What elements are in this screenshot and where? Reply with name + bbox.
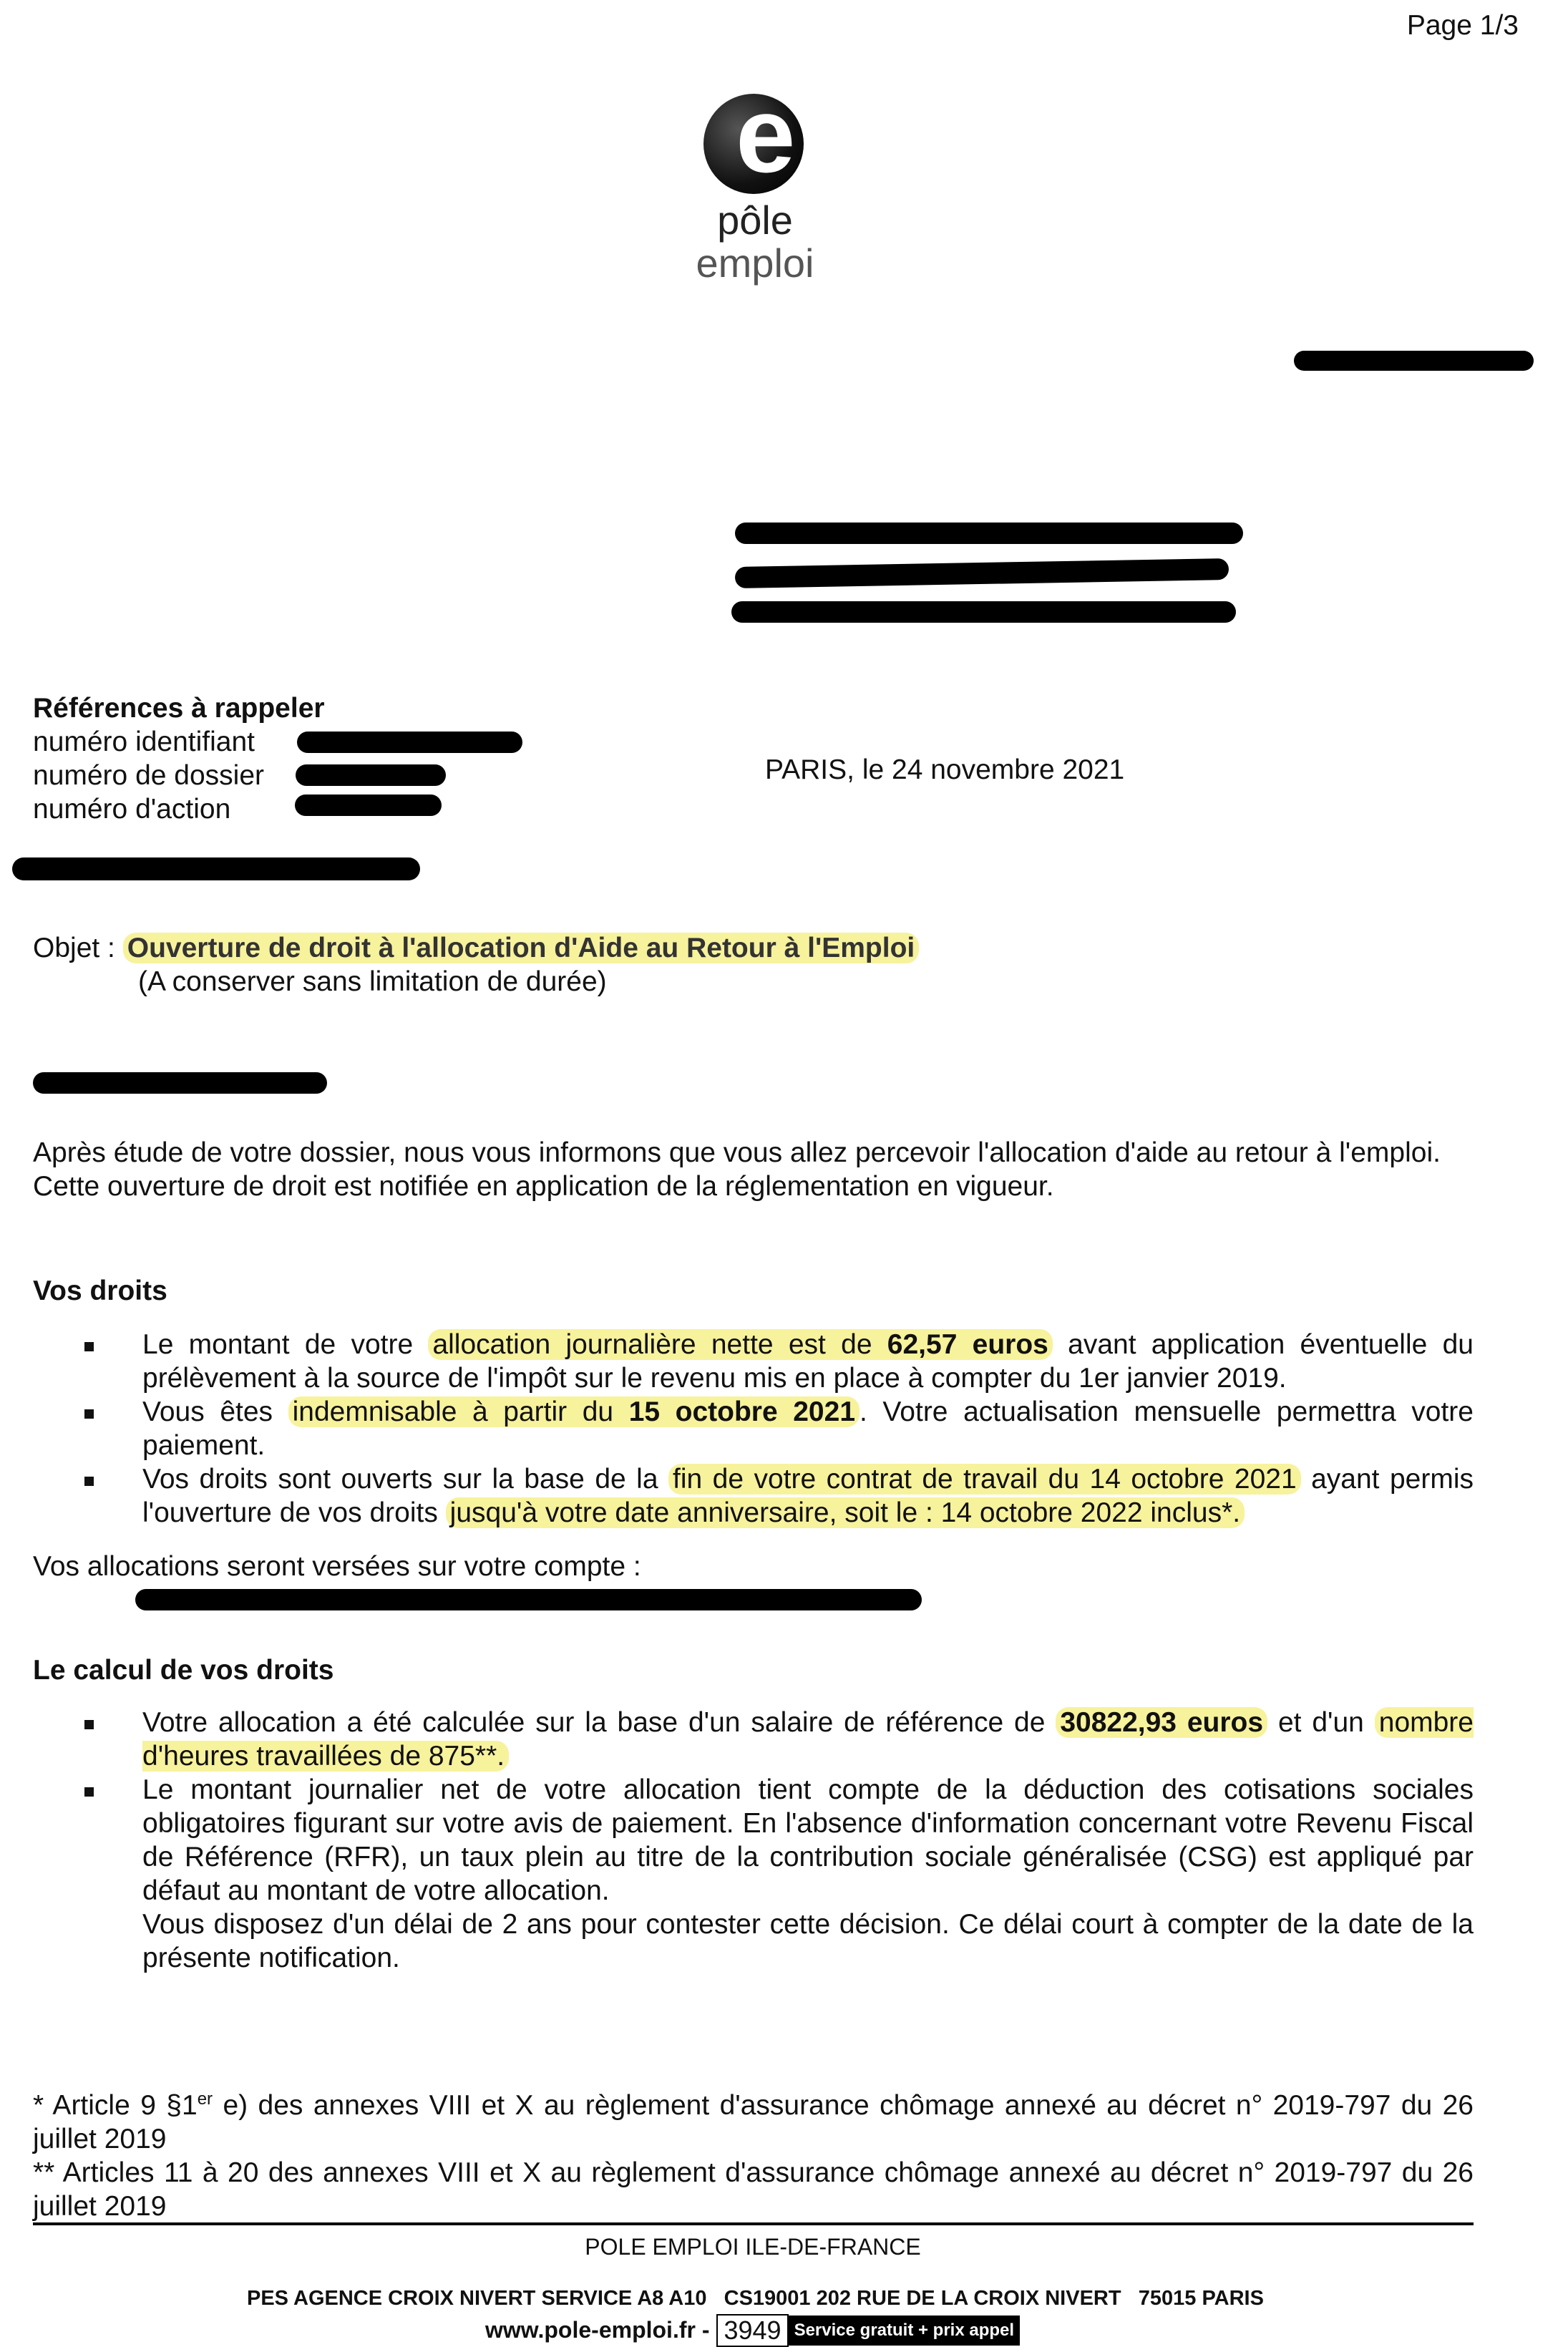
footer-rule	[33, 2222, 1474, 2225]
objet-label: Objet :	[33, 933, 115, 963]
redacted-line	[12, 857, 420, 880]
list-item: Vos droits sont ouverts sur la base de la fin de votre contrat de travail du 14 octobre 2021 ayant permis l'ouverture de vos droits jusqu'à votre date anniversaire, soit le : 14 octobre 2022 inclus*.	[33, 1462, 1474, 1530]
objet-subtitle: (A conserver sans limitation de durée)	[138, 966, 607, 997]
versement-text: Vos allocations seront versées sur votre compte :	[33, 1551, 641, 1582]
vos-droits-list	[33, 1328, 1474, 1530]
intro-line: Cette ouverture de droit est notifiée en application de la réglementation en vigueur.	[33, 1171, 1054, 1202]
references-block	[33, 691, 325, 826]
list-item: Votre allocation a été calculée sur la base d'un salaire de référence de 30822,93 euros et d'un nombre d'heures travaillées de 875**.	[33, 1706, 1474, 1773]
footnote-2: ** Articles 11 à 20 des annexes VIII et X au règlement d'assurance chômage annexé au décret n° 2019-797 du 26 juillet 2019	[33, 2157, 1474, 2222]
redacted-salutation	[33, 1072, 327, 1094]
redacted-recipient	[1294, 351, 1534, 371]
footer-address: PES AGENCE CROIX NIVERT SERVICE A8 A10 CS19001 202 RUE DE LA CROIX NIVERT 75015 PARIS	[247, 2287, 1264, 2310]
ref-action-label: numéro d'action	[33, 794, 231, 825]
redacted-account	[135, 1589, 922, 1610]
footnotes	[33, 2089, 1474, 2223]
redacted-id	[297, 732, 522, 753]
website-link[interactable]: www.pole-emploi.fr -	[485, 2317, 710, 2343]
calcul-title: Le calcul de vos droits	[33, 1655, 334, 1686]
list-item: Vous êtes indemnisable à partir du 15 octobre 2021 . Votre actualisation mensuelle permettra votre paiement.	[33, 1395, 1474, 1462]
intro-line: Après étude de votre dossier, nous vous informons que vous allez percevoir l'allocation d'aide au retour à l'emploi.	[33, 1137, 1441, 1168]
pole-emploi-logo: e pôle emploi	[696, 74, 814, 286]
redacted-address-line	[735, 558, 1229, 588]
intro	[33, 1136, 1474, 1203]
ref-dossier-label: numéro de dossier	[33, 760, 265, 791]
letter-date: PARIS, le 24 novembre 2021	[765, 754, 1125, 785]
redacted-action	[295, 795, 442, 816]
redacted-dossier	[296, 764, 446, 786]
phone-note: Service gratuit + prix appel	[789, 2316, 1020, 2346]
page-number: Page 1/3	[1406, 10, 1519, 41]
list-item: Le montant de votre allocation journalière nette est de 62,57 euros avant application éventuelle du prélèvement à la source de l'impôt sur le revenu mis en place à compter du 1er janvier 2019.	[33, 1328, 1474, 1395]
phone-number: 3949	[716, 2314, 788, 2347]
footnote-1: * Article 9 §1er e) des annexes VIII et X au règlement d'assurance chômage annexé au décret n° 2019-797 du 26 juillet 2019	[33, 2089, 1474, 2154]
vos-droits-title: Vos droits	[33, 1275, 167, 1306]
ref-id-label: numéro identifiant	[33, 727, 255, 757]
footer-org: POLE EMPLOI ILE-DE-FRANCE	[585, 2234, 921, 2260]
redacted-address-line	[735, 523, 1243, 544]
objet	[33, 931, 919, 998]
calcul-list	[33, 1706, 1474, 1975]
redacted-address-line	[731, 601, 1236, 623]
objet-title: Ouverture de droit à l'allocation d'Aide au Retour à l'Emploi	[123, 933, 920, 963]
references-title: Références à rappeler	[33, 693, 325, 724]
footer-contact	[485, 2313, 1020, 2347]
list-item: Le montant journalier net de votre allocation tient compte de la déduction des cotisations sociales obligatoires figurant sur votre avis de paiement. En l'absence d'information concernant votre Revenu Fiscal de Référence (RFR), un taux plein au titre de la contribution sociale généralisée (CSG) est appliqué par défaut au montant de votre allocation. Vous disposez d'un délai de 2 ans pour contester cette décision. Ce délai court à compter de la date de la présente notification.	[33, 1773, 1474, 1975]
